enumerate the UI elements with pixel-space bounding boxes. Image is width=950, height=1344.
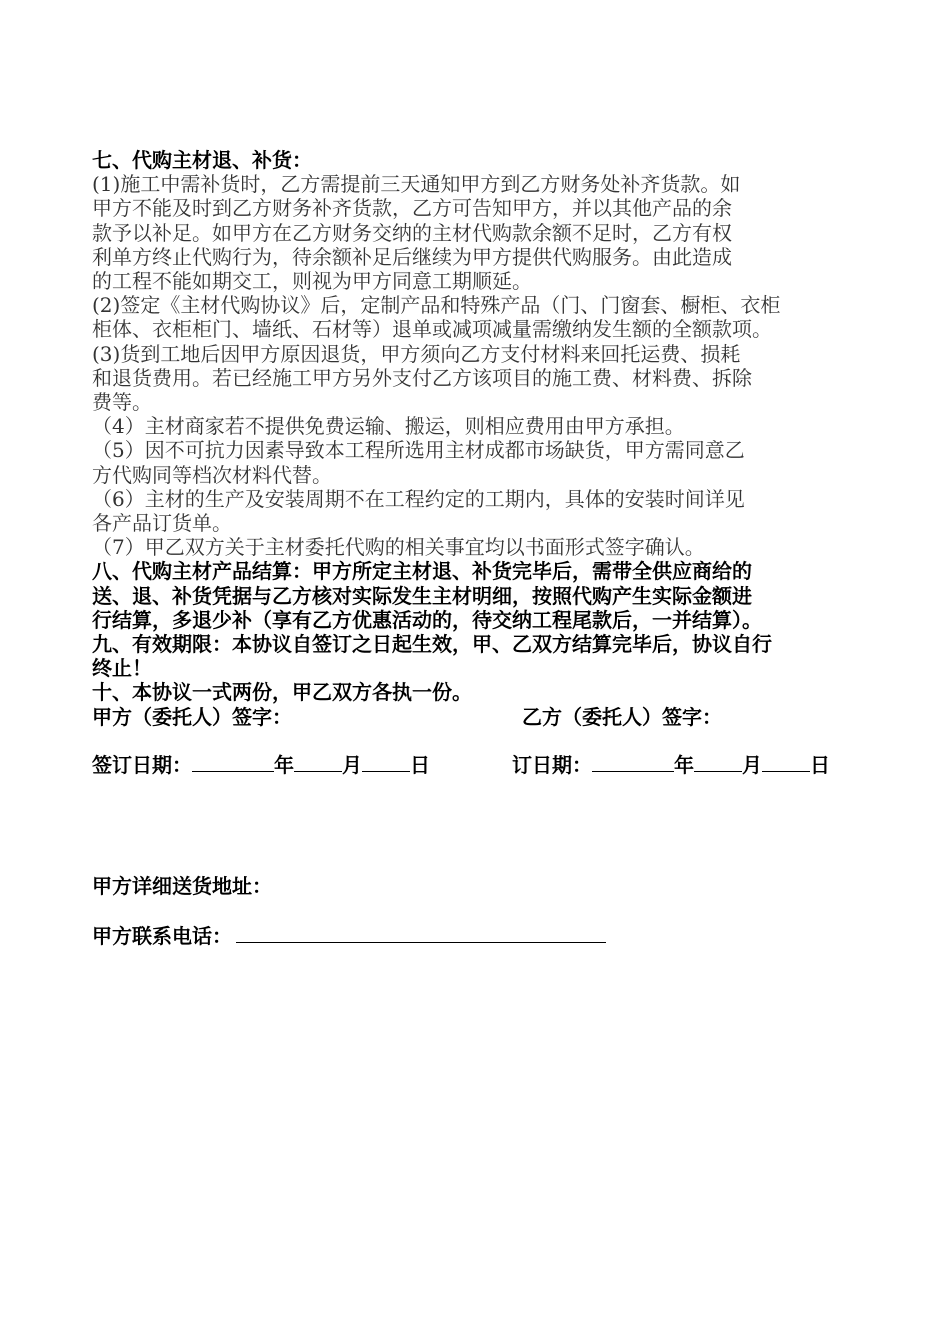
section-8-line: 行结算，多退少补（享有乙方优惠活动的，待交纳工程尾款后，一并结算）。 [92, 607, 762, 632]
day-unit: 日 [410, 752, 430, 777]
date-label: 签订日期： [92, 752, 192, 777]
section-9-line: 终止！ [92, 656, 152, 681]
clause-line: 的工程不能如期交工，则视为甲方同意工期顺延。 [92, 269, 532, 294]
year-blank[interactable] [192, 753, 274, 772]
agreement-body [92, 148, 862, 777]
clause-line: 甲方不能及时到乙方财务补齐货款，乙方可告知甲方，并以其他产品的余 [92, 196, 732, 221]
clause-line: (2)签定《主材代购协议》后，定制产品和特殊产品（门、门窗套、橱柜、衣柜 [92, 293, 781, 318]
party-b-date [512, 753, 830, 777]
clause-line: 和退货费用。若已经施工甲方另外支付乙方该项目的施工费、材料费、拆除 [92, 365, 752, 390]
year-unit: 年 [674, 752, 694, 777]
phone-blank[interactable] [236, 924, 606, 943]
clause-line: 柜体、衣柜柜门、墙纸、石材等）退单或减项减量需缴纳发生额的全额款项。 [92, 317, 772, 342]
date-label: 订日期： [512, 752, 592, 777]
clause-line: 方代购同等档次材料代替。 [92, 462, 332, 487]
clause-line: (1)施工中需补货时，乙方需提前三天通知甲方到乙方财务处补齐货款。如 [92, 172, 741, 197]
clause-line: （6）主材的生产及安装周期不在工程约定的工期内，具体的安装时间详见 [92, 486, 745, 511]
clause-line: （5）因不可抗力因素导致本工程所选用主材成都市场缺货，甲方需同意乙 [92, 438, 745, 463]
month-unit: 月 [742, 752, 762, 777]
clause-line: 利单方终止代购行为，待余额补足后继续为甲方提供代购服务。由此造成 [92, 244, 732, 269]
delivery-address-label: 甲方详细送货地址： [92, 874, 272, 898]
phone-label: 甲方联系电话： [92, 924, 232, 948]
section-8-line: 送、退、补货凭据与乙方核对实际发生主材明细，按照代购产生实际金额进 [92, 583, 752, 608]
clause-line: 款予以补足。如甲方在乙方财务交纳的主材代购款余额不足时，乙方有权 [92, 220, 732, 245]
section-8-line: 八、代购主材产品结算：甲方所定主材退、补货完毕后，需带全供应商给的 [92, 559, 752, 584]
signature-row [92, 705, 862, 729]
month-blank[interactable] [694, 753, 742, 772]
section-10-line: 十、本协议一式两份，甲乙双方各执一份。 [92, 680, 472, 705]
month-blank[interactable] [294, 753, 342, 772]
clause-line: (3)货到工地后因甲方原因退货，甲方须向乙方支付材料来回托运费、损耗 [92, 341, 741, 366]
clause-line: 各产品订货单。 [92, 511, 232, 536]
clause-line: （7）甲乙双方关于主材委托代购的相关事宜均以书面形式签字确认。 [92, 535, 705, 560]
clause-line: 费等。 [92, 390, 152, 415]
year-blank[interactable] [592, 753, 674, 772]
section-9-line: 九、有效期限：本协议自签订之日起生效，甲、乙双方结算完毕后，协议自行 [92, 632, 772, 657]
year-unit: 年 [274, 752, 294, 777]
party-a-signature-label: 甲方（委托人）签字： [92, 704, 292, 729]
day-unit: 日 [810, 752, 830, 777]
party-a-date [92, 753, 512, 777]
month-unit: 月 [342, 752, 362, 777]
phone-row [92, 920, 606, 949]
date-row [92, 753, 862, 777]
day-blank[interactable] [762, 753, 810, 772]
section-7-heading: 七、代购主材退、补货： [92, 148, 312, 172]
day-blank[interactable] [362, 753, 410, 772]
clause-line: （4）主材商家若不提供免费运输、搬运，则相应费用由甲方承担。 [92, 414, 685, 439]
party-b-signature-label: 乙方（委托人）签字： [522, 704, 722, 729]
